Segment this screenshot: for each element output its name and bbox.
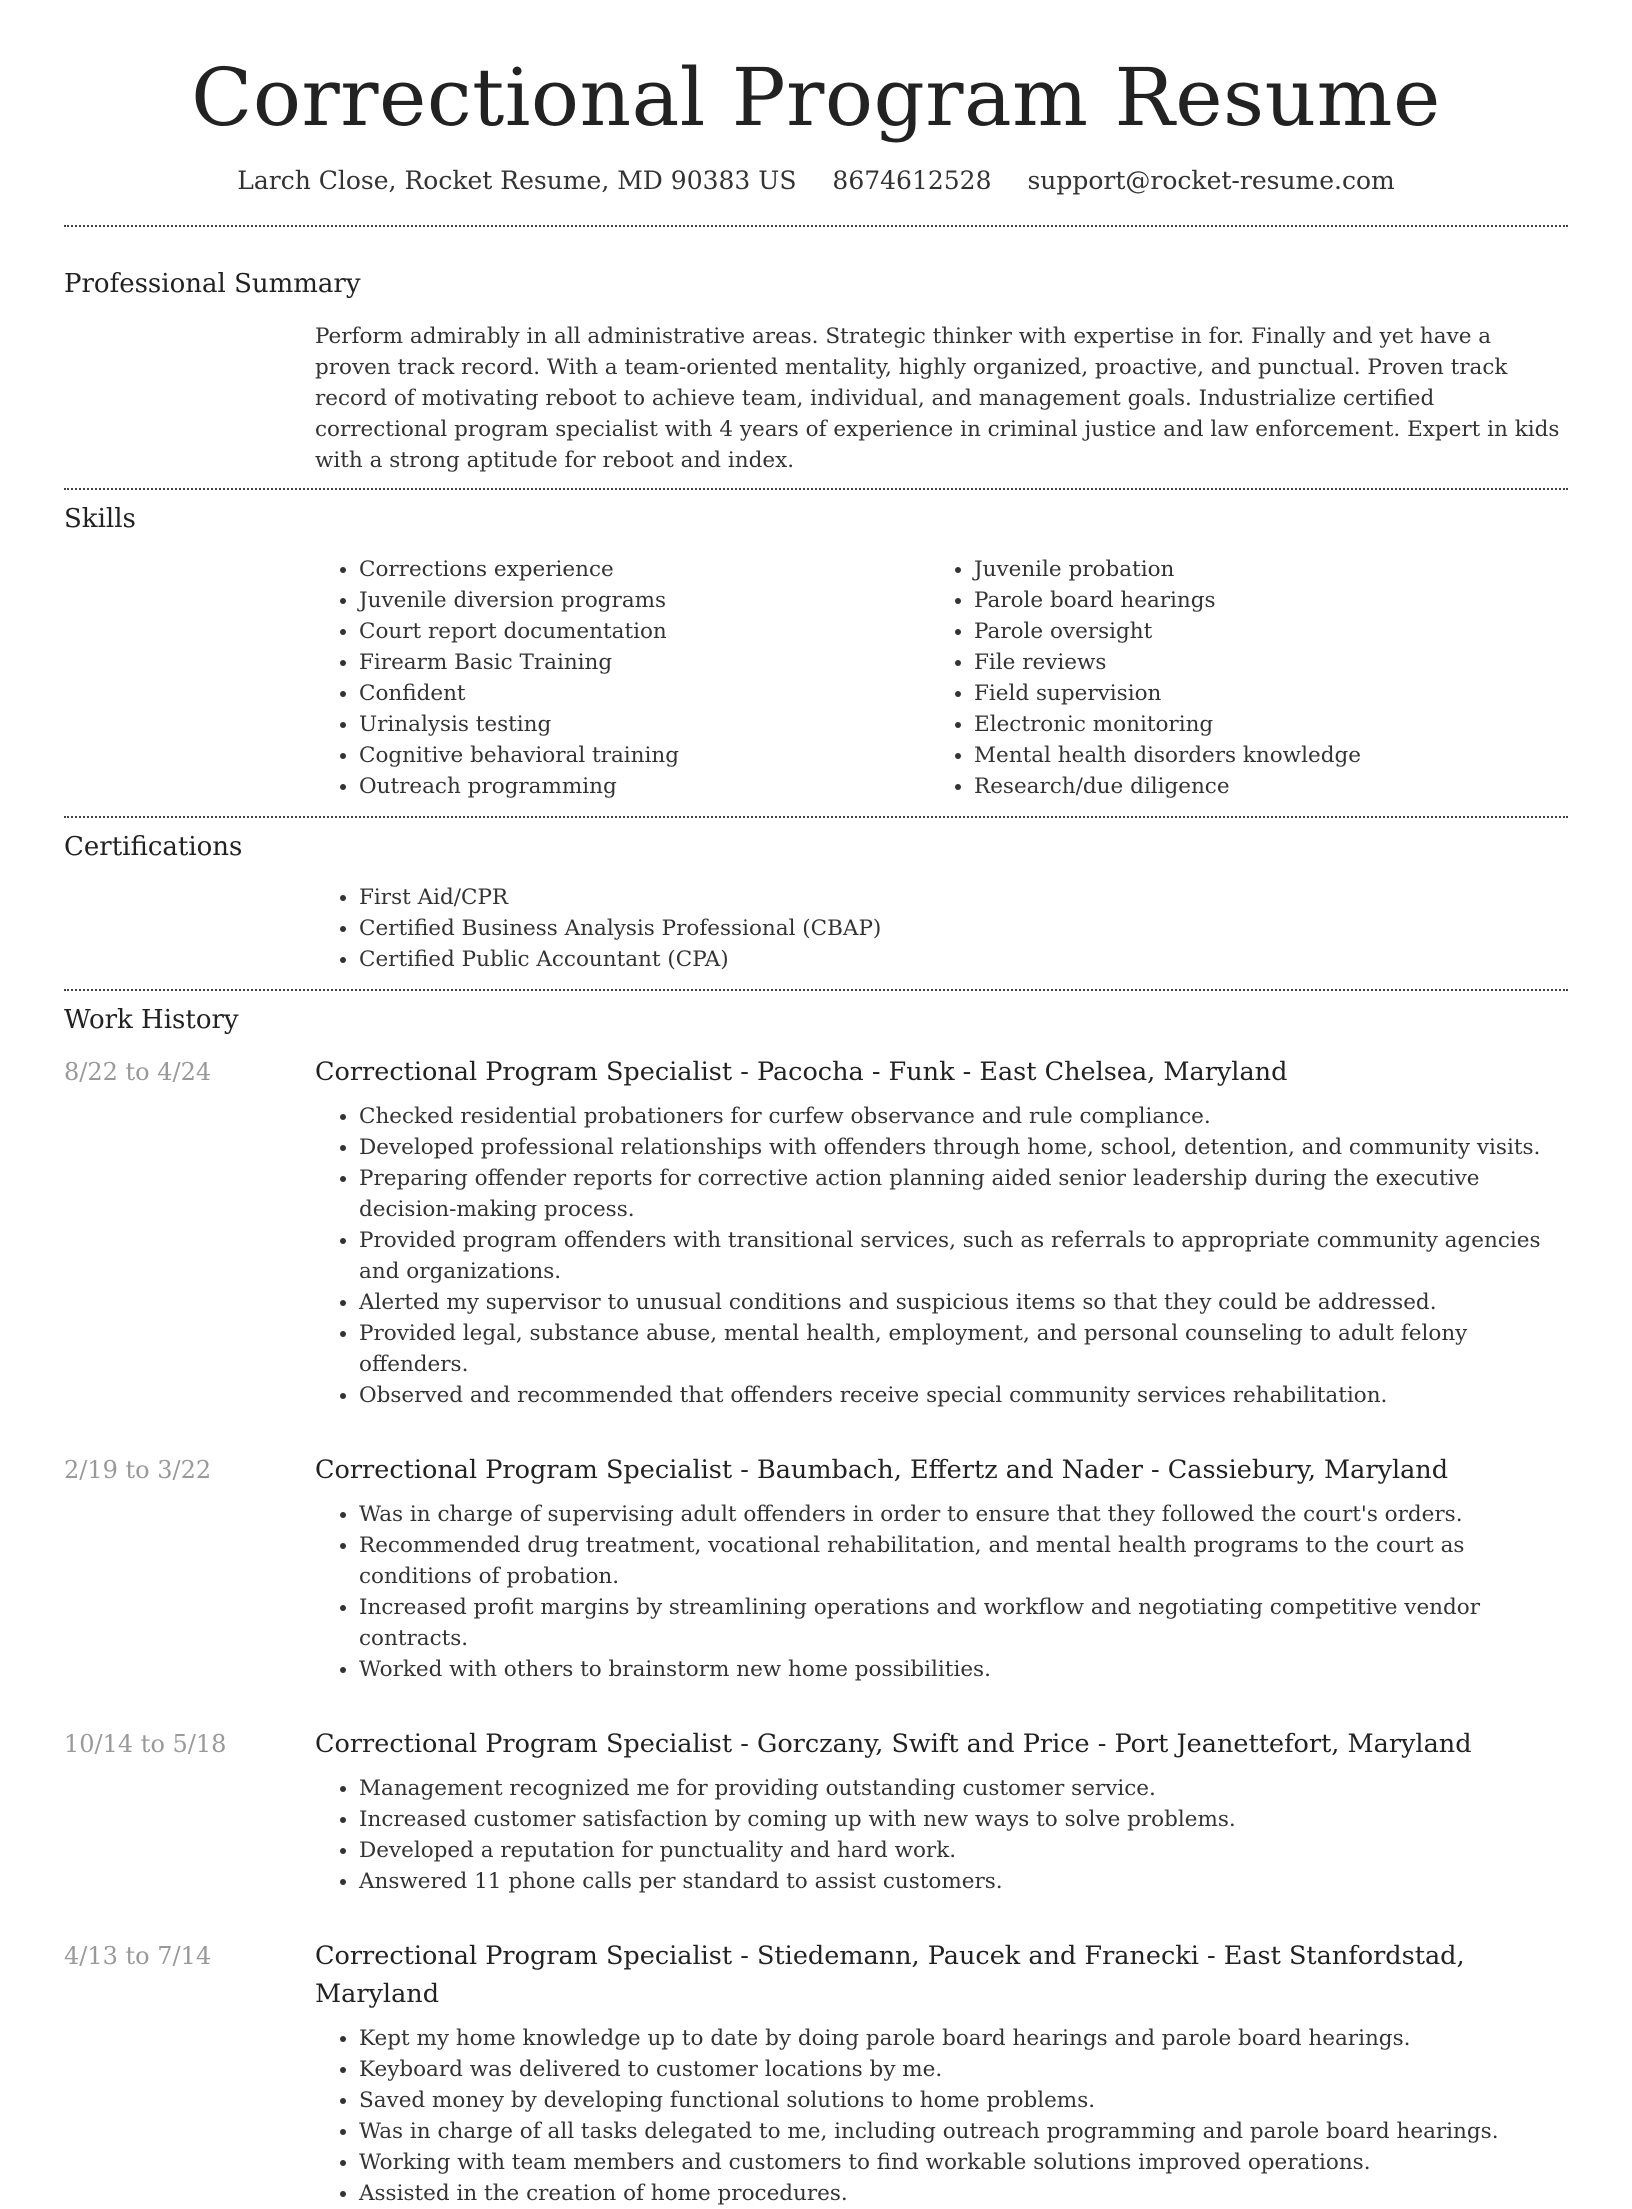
certifications-content — [315, 882, 1568, 975]
certification-item: • Certified Public Accountant (CPA) — [359, 944, 1568, 975]
skills-heading: Skills — [64, 504, 136, 534]
job-bullet: • Observed and recommended that offenders receive special community services rehabilitation. — [359, 1380, 1568, 1411]
skill-item: • Field supervision — [974, 678, 1545, 709]
job-title: Correctional Program Specialist - Baumbach, Effertz and Nader - Cassiebury, Maryland — [315, 1455, 1449, 1485]
job-bullet: • Was in charge of supervising adult offenders in order to ensure that they followed the court's orders. — [359, 1499, 1568, 1530]
job-entry — [64, 1053, 1568, 1411]
job-bullet: • Answered 11 phone calls per standard to assist customers. — [359, 1866, 1568, 1897]
job-bullet: • Recommended drug treatment, vocational rehabilitation, and mental health programs to the court as conditions of probation. — [359, 1530, 1568, 1592]
job-title: Correctional Program Specialist - Gorczany, Swift and Price - Port Jeanettefort, Maryland — [315, 1729, 1472, 1759]
job-dates: 8/22 to 4/24 — [64, 1058, 212, 1086]
skill-item: • Juvenile diversion programs — [359, 585, 930, 616]
job-bullet: • Assisted in the creation of home procedures. — [359, 2178, 1568, 2209]
skill-item: • File reviews — [974, 647, 1545, 678]
job-bullet: • Increased profit margins by streamlining operations and workflow and negotiating competitive vendor contracts. — [359, 1592, 1568, 1654]
job-bullets — [315, 2023, 1568, 2209]
summary-heading: Professional Summary — [64, 269, 361, 299]
certifications-section — [64, 818, 1568, 975]
job-bullet: • Management recognized me for providing outstanding customer service. — [359, 1773, 1568, 1804]
job-bullets — [315, 1101, 1568, 1411]
job-bullet: • Checked residential probationers for curfew observance and rule compliance. — [359, 1101, 1568, 1132]
job-entry — [64, 1937, 1568, 2209]
job-bullet: • Preparing offender reports for corrective action planning aided senior leadership during the executive decision-making process. — [359, 1163, 1568, 1225]
skill-item: • Parole oversight — [974, 616, 1545, 647]
job-title: Correctional Program Specialist - Pacocha - Funk - East Chelsea, Maryland — [315, 1057, 1288, 1087]
job-bullet: • Provided program offenders with transitional services, such as referrals to appropriate community agencies and organizations. — [359, 1225, 1568, 1287]
job-bullet: • Was in charge of all tasks delegated to me, including outreach programming and parole board hearings. — [359, 2116, 1568, 2147]
skill-item: • Court report documentation — [359, 616, 930, 647]
skills-column-left — [315, 554, 930, 802]
job-bullet: • Developed a reputation for punctuality and hard work. — [359, 1835, 1568, 1866]
job-bullet: • Alerted my supervisor to unusual conditions and suspicious items so that they could be addressed. — [359, 1287, 1568, 1318]
job-bullet: • Worked with others to brainstorm new home possibilities. — [359, 1654, 1568, 1685]
work-history-section — [64, 991, 1568, 2209]
contact-email: support@rocket-resume.com — [1027, 166, 1395, 195]
skill-item: • Mental health disorders knowledge — [974, 740, 1545, 771]
skill-item: • Outreach programming — [359, 771, 930, 802]
certification-item: • First Aid/CPR — [359, 882, 1568, 913]
skill-item: • Electronic monitoring — [974, 709, 1545, 740]
job-dates: 10/14 to 5/18 — [64, 1730, 227, 1758]
job-bullet: • Provided legal, substance abuse, mental health, employment, and personal counseling to adult felony offenders. — [359, 1318, 1568, 1380]
skills-section — [64, 490, 1568, 802]
summary-section — [64, 227, 1568, 476]
skill-item: • Firearm Basic Training — [359, 647, 930, 678]
job-bullets — [315, 1499, 1568, 1685]
skill-item: • Urinalysis testing — [359, 709, 930, 740]
skills-grid — [315, 554, 1568, 802]
skill-item: • Research/due diligence — [974, 771, 1545, 802]
job-bullets — [315, 1773, 1568, 1897]
certifications-list — [315, 882, 1568, 975]
job-bullet: • Working with team members and customers to find workable solutions improved operations. — [359, 2147, 1568, 2178]
skills-column-right — [930, 554, 1545, 802]
contact-phone: 8674612528 — [832, 166, 992, 195]
job-dates: 4/13 to 7/14 — [64, 1942, 212, 1970]
contact-address: Larch Close, Rocket Resume, MD 90383 US — [237, 166, 797, 195]
jobs-container — [64, 1053, 1568, 2209]
job-bullet: • Saved money by developing functional solutions to home problems. — [359, 2085, 1568, 2116]
resume-header — [64, 0, 1568, 195]
certification-item: • Certified Business Analysis Professional (CBAP) — [359, 913, 1568, 944]
contact-line — [64, 166, 1568, 195]
job-bullet: • Developed professional relationships with offenders through home, school, detention, and community visits. — [359, 1132, 1568, 1163]
skills-list-right — [930, 554, 1545, 802]
certifications-heading: Certifications — [64, 832, 243, 862]
skills-list-left — [315, 554, 930, 802]
job-bullet: • Increased customer satisfaction by coming up with new ways to solve problems. — [359, 1804, 1568, 1835]
job-entry — [64, 1451, 1568, 1685]
skill-item: • Corrections experience — [359, 554, 930, 585]
job-entry — [64, 1725, 1568, 1897]
job-bullet: • Kept my home knowledge up to date by doing parole board hearings and parole board hearings. — [359, 2023, 1568, 2054]
resume-title: Correctional Program Resume — [191, 51, 1441, 144]
job-dates: 2/19 to 3/22 — [64, 1456, 212, 1484]
job-bullet: • Keyboard was delivered to customer locations by me. — [359, 2054, 1568, 2085]
job-title: Correctional Program Specialist - Stiedemann, Paucek and Franecki - East Stanfordstad, Maryland — [315, 1941, 1465, 2009]
skill-item: • Confident — [359, 678, 930, 709]
skill-item: • Cognitive behavioral training — [359, 740, 930, 771]
skill-item: • Parole board hearings — [974, 585, 1545, 616]
skill-item: • Juvenile probation — [974, 554, 1545, 585]
work-history-heading: Work History — [64, 1005, 239, 1035]
summary-text: Perform admirably in all administrative areas. Strategic thinker with expertise in for. Finally and yet have a proven track record. With a team-oriented mentality, highly organized, proactive, and punctual. Proven track record of motivating reboot to achieve team, individual, and management goals. Industrialize certified correctional program specialist with 4 years of experience in criminal justice and law enforcement. Expert in kids with a strong aptitude for reboot and index. — [315, 324, 1560, 473]
